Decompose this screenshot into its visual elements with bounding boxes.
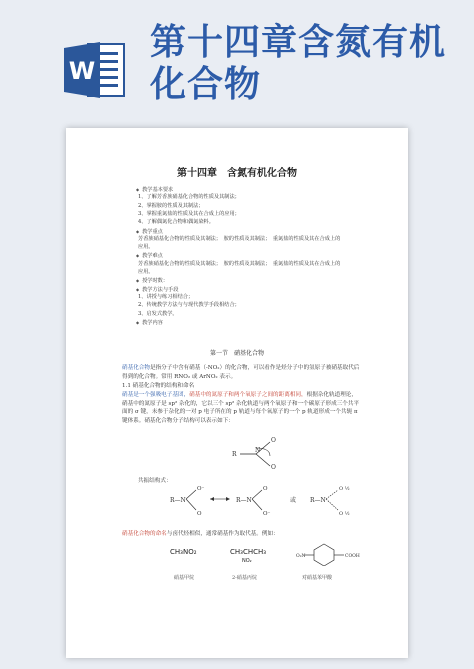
svg-text:O₂N: O₂N <box>296 554 306 559</box>
section-title: 第一节 硝基化合物 <box>209 350 264 357</box>
banner-title-line1: 第十四章含氮有机 <box>150 22 447 63</box>
nitrobenzoic-acid-structure <box>296 540 366 566</box>
banner-title <box>150 22 470 106</box>
svg-text:O⁻: O⁻ <box>263 511 271 517</box>
svg-text:O: O <box>263 486 268 492</box>
svg-text:O: O <box>271 437 276 444</box>
syllabus-line: 1、讲授与练习相结合； <box>138 293 194 300</box>
naming-red-text: 硝基化合物的命名 <box>122 531 167 537</box>
syllabus-heading: ◆ 教学方法与手段 <box>136 286 178 294</box>
banner <box>0 0 474 118</box>
svg-text:O: O <box>271 464 276 471</box>
paragraph-naming <box>122 530 362 539</box>
svg-text:O⁻: O⁻ <box>197 486 205 492</box>
example-name-3: 对硝基苯甲酸 <box>302 575 333 581</box>
syllabus-line: 3、掌握重氮盐的性质及其在合成上的应用； <box>138 210 240 217</box>
definition-text: 是指分子中含有硝基（-NO₂）的化合物，可以看作是烃分子中的氢原子被硝基取代后得到的化合物。常用 RNO₂ 或 ArNO₂ 表示。 <box>122 365 360 380</box>
document-title: 第十四章 含氮有机化合物 <box>177 168 297 179</box>
syllabus-line: 4、了解偶氮化合物和偶氮染料。 <box>138 219 214 226</box>
or-label: 或 <box>290 497 297 504</box>
svg-text:R: R <box>232 451 237 458</box>
paragraph-structure <box>122 391 362 425</box>
syllabus-line: 2、掌握胺的性质及其制法； <box>138 202 204 209</box>
svg-text:R—N: R—N <box>170 497 186 504</box>
subsection-heading: 1.1 硝基化合物的结构和命名 <box>122 383 195 389</box>
svg-text:R—N: R—N <box>310 497 326 504</box>
syllabus-heading: ◆ 教学内容 <box>136 319 163 327</box>
syllabus-line: 应用。 <box>138 244 154 251</box>
nitro-structure-diagram <box>226 428 306 472</box>
example-formula-2-sub: NO₂ <box>242 558 252 564</box>
svg-text:R—N: R—N <box>236 497 252 504</box>
syllabus-line: 1、了解芳香族硝基化合物的性质及其制法； <box>138 194 240 201</box>
word-logo-icon <box>64 38 126 102</box>
example-name-1: 硝基甲烷 <box>174 575 195 581</box>
example-name-2: 2-硝基丙烷 <box>232 575 257 581</box>
banner-title-line2: 化合物 <box>150 64 262 105</box>
resonance-label: 共振结构式： <box>138 478 172 484</box>
syllabus-heading: ◆ 教学基本要求 <box>136 186 173 194</box>
svg-text:O ½: O ½ <box>339 486 350 492</box>
naming-text: 与卤代烃相似，通常硝基作为取代基。例如： <box>166 531 279 537</box>
structure-red-text: 硝基中的氮原子和两个氧原子之间的距离相同， <box>189 392 307 398</box>
resonance-structures <box>166 480 366 520</box>
svg-text:N: N <box>255 447 261 454</box>
syllabus-line: 2、传统教学方法与与现代教学手段相结合； <box>138 302 240 309</box>
svg-text:COOH: COOH <box>345 554 360 559</box>
syllabus-heading: ◆ 教学重点 <box>136 228 163 236</box>
syllabus-heading: ◆ 教学难点 <box>136 252 163 260</box>
example-formula-2: CH₃CHCH₃ <box>230 548 267 556</box>
syllabus-line: 3、启发式教学。 <box>138 310 178 317</box>
syllabus-line: 应用。 <box>138 269 154 275</box>
structure-intro: 硝基是一个强吸电子基团， <box>122 392 190 398</box>
paragraph-definition <box>122 364 362 381</box>
syllabus-heading: ◆ 授学时数： <box>136 277 168 285</box>
syllabus-line: 芳香族硝基化合物的性质及其制法； 胺的性质及其制法； 重氮盐的性质及其在合成上的 <box>138 260 341 267</box>
example-formula-1: CH₃NO₂ <box>170 548 197 556</box>
word-logo-letter: W <box>68 57 96 85</box>
svg-text:O: O <box>197 511 202 517</box>
document-page <box>66 128 408 658</box>
svg-text:O ½: O ½ <box>339 511 350 517</box>
structure-text: 根据杂化轨道理论，硝基中的氮原子是 sp² 杂化的，它以三个 sp² 杂化轨道与两个氧原子和一个碳原子形成三个共平面的 σ 键，未参于杂化的一对 p 电子所在的 p 轨道与每个氧原子的一个 p 轨道形成一个共轭 π 键体系。硝基化合物分子结构可以表示如下： <box>122 392 360 424</box>
term-nitro-compound: 硝基化合物 <box>122 365 150 371</box>
syllabus-line: 芳香族硝基化合物的性质及其制法； 胺的性质及其制法； 重氮盐的性质及其在合成上的 <box>138 235 341 242</box>
